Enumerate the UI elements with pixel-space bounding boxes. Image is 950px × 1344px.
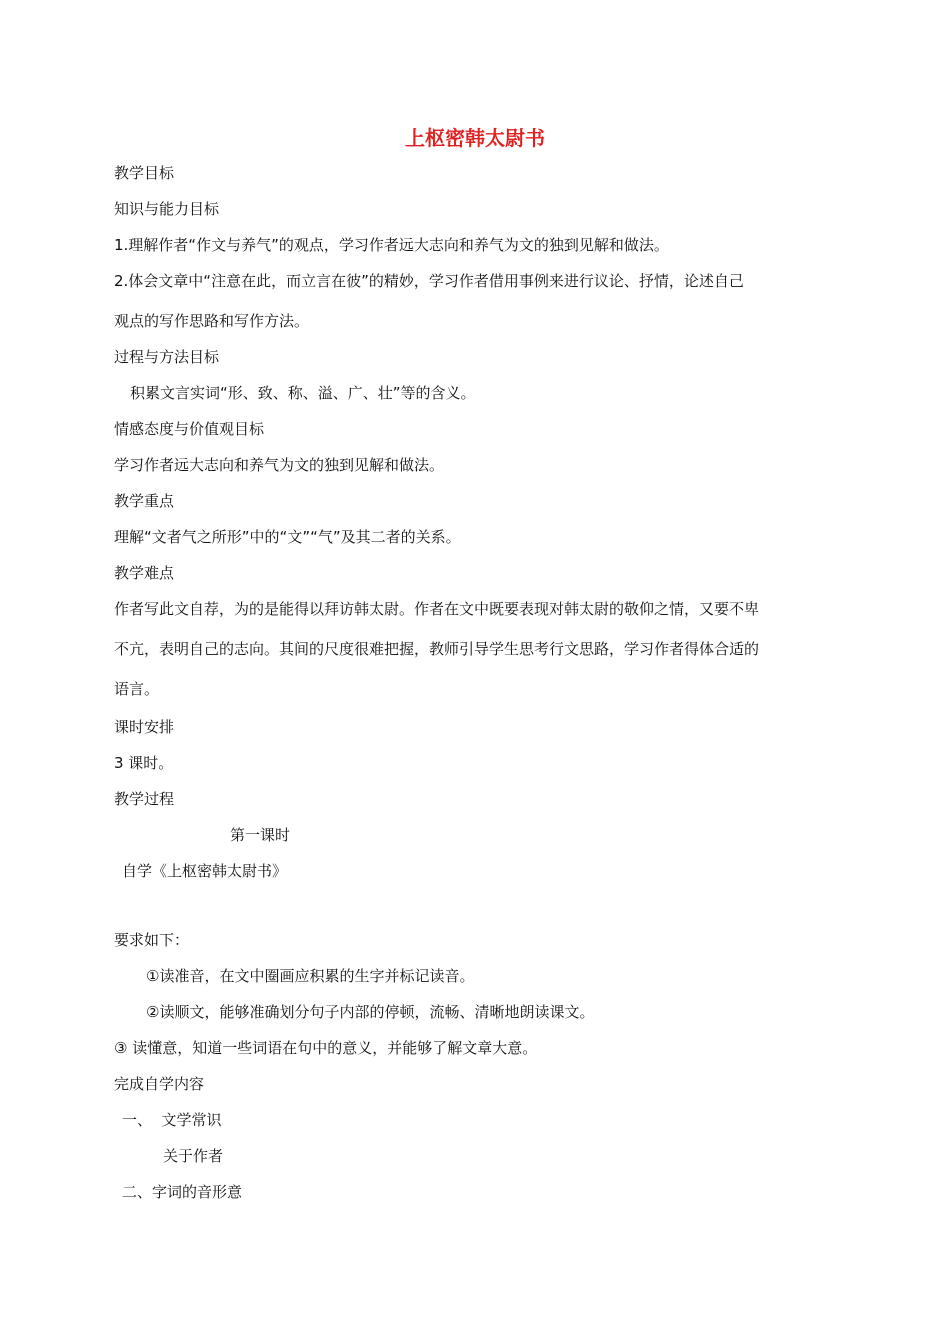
heading-key-points: 教学重点 <box>114 492 175 510</box>
heading-process-method: 过程与方法目标 <box>114 348 220 366</box>
text-line: 1.理解作者“作文与养气”的观点，学习作者远大志向和养气为文的独到见解和做法。 <box>114 236 669 254</box>
heading-teaching-process: 教学过程 <box>114 790 175 808</box>
text-line: 关于作者 <box>163 1147 224 1165</box>
list-item: ①读准音，在文中圈画应积累的生字并标记读音。 <box>146 967 475 985</box>
text-line: 作者写此文自荐，为的是能得以拜访韩太尉。作者在文中既要表现对韩太尉的敬仰之情，又要不卑 <box>114 600 760 618</box>
text-line: 语言。 <box>114 680 160 698</box>
heading-schedule: 课时安排 <box>114 718 175 736</box>
text-line: 积累文言实词“形、致、称、溢、广、壮”等的含义。 <box>130 384 476 402</box>
list-item: ③ 读懂意，知道一些词语在句中的意义，并能够了解文章大意。 <box>114 1039 538 1057</box>
heading-first-lesson: 第一课时 <box>230 826 291 844</box>
section-heading: 二、字词的音形意 <box>122 1183 243 1201</box>
text-line: 观点的写作思路和写作方法。 <box>114 312 310 330</box>
heading-emotion-values: 情感态度与价值观目标 <box>114 420 265 438</box>
heading-difficulties: 教学难点 <box>114 564 175 582</box>
text-line: 3 课时。 <box>114 754 174 772</box>
text-line: 2.体会文章中“注意在此，而立言在彼”的精妙，学习作者借用事例来进行议论、抒情，论述自己 <box>114 272 744 290</box>
text-line: 自学《上枢密韩太尉书》 <box>122 862 288 880</box>
heading-teaching-goals: 教学目标 <box>114 164 175 182</box>
text-line: 不亢，表明自己的志向。其间的尺度很难把握，教师引导学生思考行文思路，学习作者得体合适的 <box>114 640 760 658</box>
text-line: 要求如下： <box>114 931 190 949</box>
text-line: 理解“文者气之所形”中的“文”“气”及其二者的关系。 <box>114 528 461 546</box>
text-line: 学习作者远大志向和养气为文的独到见解和做法。 <box>114 456 445 474</box>
heading-self-study: 完成自学内容 <box>114 1075 205 1093</box>
section-heading: 一、 文学常识 <box>122 1111 222 1129</box>
document-title: 上枢密韩太尉书 <box>405 126 545 150</box>
list-item: ②读顺文，能够准确划分句子内部的停顿，流畅、清晰地朗读课文。 <box>146 1003 595 1021</box>
heading-knowledge-ability: 知识与能力目标 <box>114 200 220 218</box>
